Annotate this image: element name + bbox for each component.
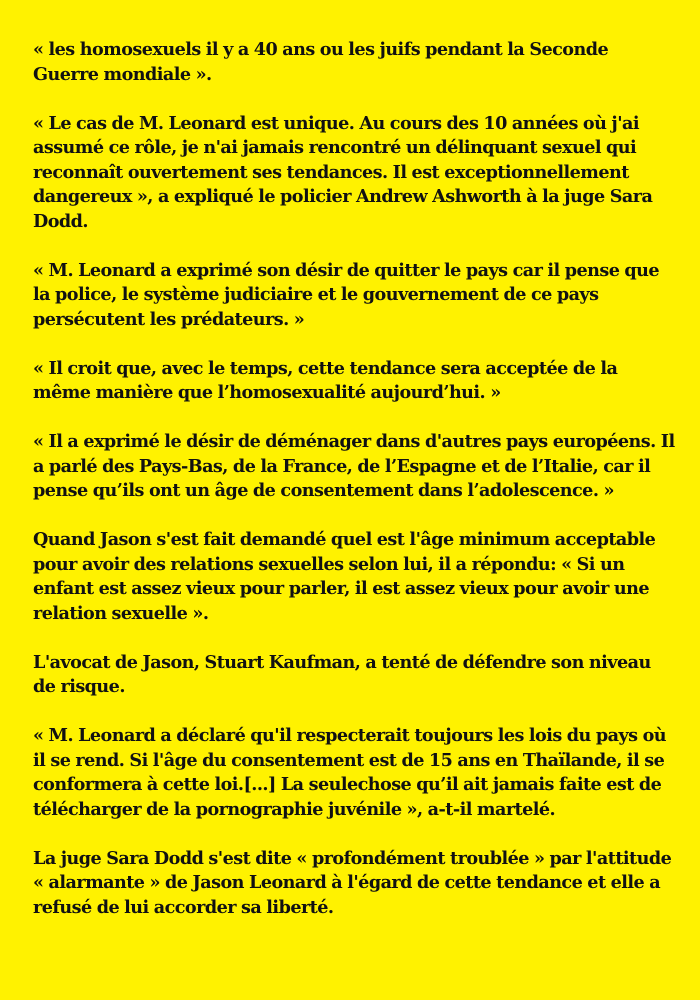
paragraph-minimum-age-answer: Quand Jason s'est fait demandé quel est l'âge minimum acceptable pour avoir des relations sexuelles selon lui, il a répondu: « Si un enfant est assez vieux pour parler, il est assez vieux pour avoir une relation sexuelle ». (33, 529, 656, 624)
paragraph-lawyer-defense: L'avocat de Jason, Stuart Kaufman, a tenté de défendre son niveau de risque. (33, 651, 651, 697)
paragraph-belief: « Il croit que, avec le temps, cette tendance sera acceptée de la même manière que l’homosexualité aujourd’hui. » (33, 357, 618, 403)
paragraph-desire-to-leave: « M. Leonard a exprimé son désir de quitter le pays car il pense que la police, le système judiciaire et le gouvernement de ce pays persécutent les prédateurs. » (33, 259, 660, 330)
paragraph-quote-continuation: « les homosexuels il y a 40 ans ou les juifs pendant la Seconde Guerre mondiale ». (33, 39, 609, 85)
paragraph-lawyer-quote: « M. Leonard a déclaré qu'il respecterait toujours les lois du pays où il se rend. Si l'âge du consentement est de 15 ans en Thaïlande, il se conformera à cette loi.[...] La seulechose qu’il ait jamais faite est de télécharger de la pornographie juvénile », a-t-il martelé. (33, 725, 666, 820)
paragraph-judge-decision: La juge Sara Dodd s'est dite « profondément troublée » par l'attitude « alarmante » de Jason Leonard à l'égard de cette tendance et elle a refusé de lui accorder sa liberté. (33, 847, 672, 918)
article-body (33, 38, 678, 945)
paragraph-officer-statement: « Le cas de M. Leonard est unique. Au cours des 10 années où j'ai assumé ce rôle, je n'ai jamais rencontré un délinquant sexuel qui reconnaît ouvertement ses tendances. Il est exceptionnellement dangereux », a expliqué le policier Andrew Ashworth à la juge Sara Dodd. (33, 112, 653, 232)
paragraph-european-countries: « Il a exprimé le désir de déménager dans d'autres pays européens. Il a parlé des Pays-Bas, de la France, de l’Espagne et de l’Italie, car il pense qu’ils ont un âge de consentement dans l’adolescence. » (33, 431, 675, 501)
